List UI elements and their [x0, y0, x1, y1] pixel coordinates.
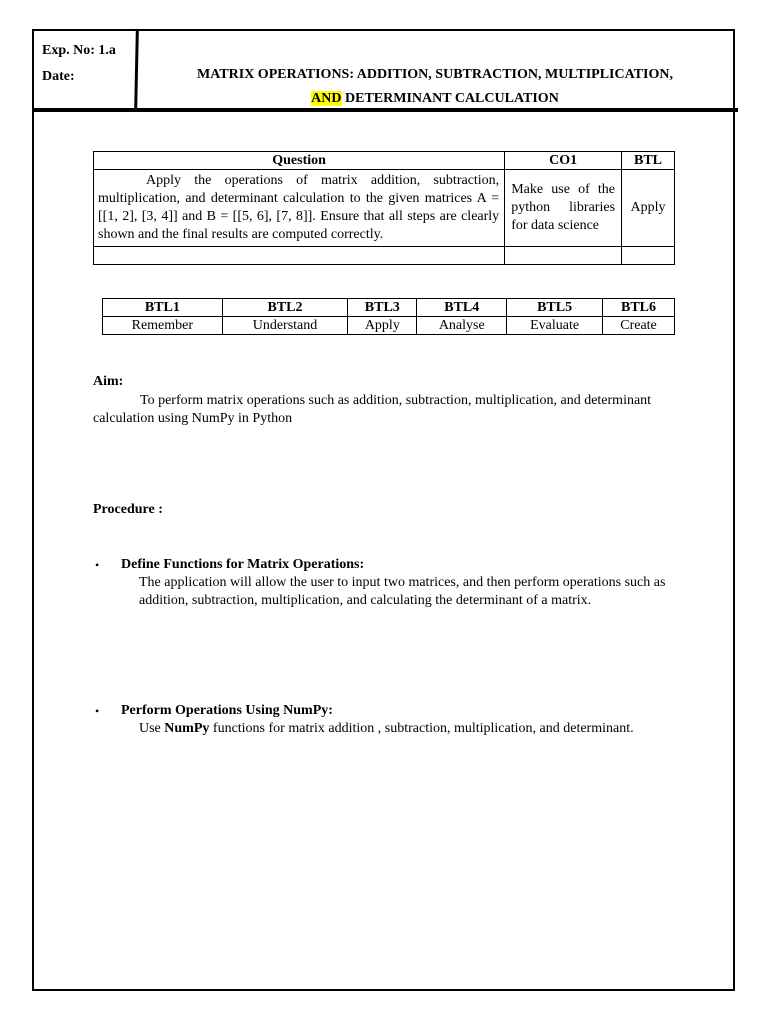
header-rule — [34, 108, 738, 112]
body-prefix: Use — [139, 721, 165, 736]
question-table — [93, 151, 675, 265]
aim-heading: Aim: — [93, 374, 124, 389]
btl-level-value: Evaluate — [507, 317, 603, 335]
body-bold: NumPy — [164, 721, 210, 736]
empty-row — [94, 247, 675, 265]
co-header: CO1 — [505, 152, 622, 170]
btl-level-value: Apply — [348, 317, 417, 335]
btl-header: BTL — [622, 152, 675, 170]
btl-level-header: BTL1 — [103, 299, 223, 317]
question-header: Question — [94, 152, 505, 170]
title-line-2-text: DETERMINANT CALCULATION — [341, 91, 559, 106]
exp-number: Exp. No: 1.a — [42, 43, 116, 58]
btl-levels-table — [102, 298, 675, 335]
btl-level-header: BTL2 — [222, 299, 348, 317]
bullet-icon: • — [95, 558, 100, 572]
date-label: Date: — [42, 69, 75, 84]
procedure-item-body: The application will allow the user to input two matrices, and then perform operations such as addition, subtraction, multiplication, and calculating the determinant of a matrix. — [139, 575, 666, 608]
btl-value: Apply — [622, 170, 675, 247]
btl-level-value: Analyse — [417, 317, 507, 335]
bullet-icon: • — [95, 704, 100, 718]
btl-level-header: BTL4 — [417, 299, 507, 317]
btl-level-header: BTL3 — [348, 299, 417, 317]
body-suffix: functions for matrix addition , subtraction, multiplication, and determinant. — [209, 721, 634, 736]
btl-level-header: BTL5 — [507, 299, 603, 317]
co-text: Make use of the python libraries for data science — [505, 170, 622, 247]
procedure-item-title: Define Functions for Matrix Operations: — [121, 557, 365, 572]
btl-level-value: Create — [603, 317, 675, 335]
aim-text: To perform matrix operations such as addition, subtraction, multiplication, and determinant calculation using NumPy in Python — [93, 393, 652, 426]
header-meta — [42, 38, 116, 90]
btl-level-header: BTL6 — [603, 299, 675, 317]
procedure-item-title: Perform Operations Using NumPy: — [121, 703, 333, 718]
procedure-heading: Procedure : — [93, 502, 163, 517]
btl-level-value: Remember — [103, 317, 223, 335]
procedure-item-body — [139, 720, 699, 738]
btl-level-value: Understand — [222, 317, 348, 335]
question-text: Apply the operations of matrix addition, subtraction, multiplication, and determinant calculation to the given matrices A = [[1, 2], [3, 4]] and B = [[5, 6], [7, 8]]. Ensure that all steps are clearly shown and the final results are computed correctly. — [94, 170, 505, 247]
title-highlight: AND — [311, 91, 342, 106]
title-line-1: MATRIX OPERATIONS: ADDITION, SUBTRACTION, MULTIPLICATION, — [197, 67, 673, 82]
